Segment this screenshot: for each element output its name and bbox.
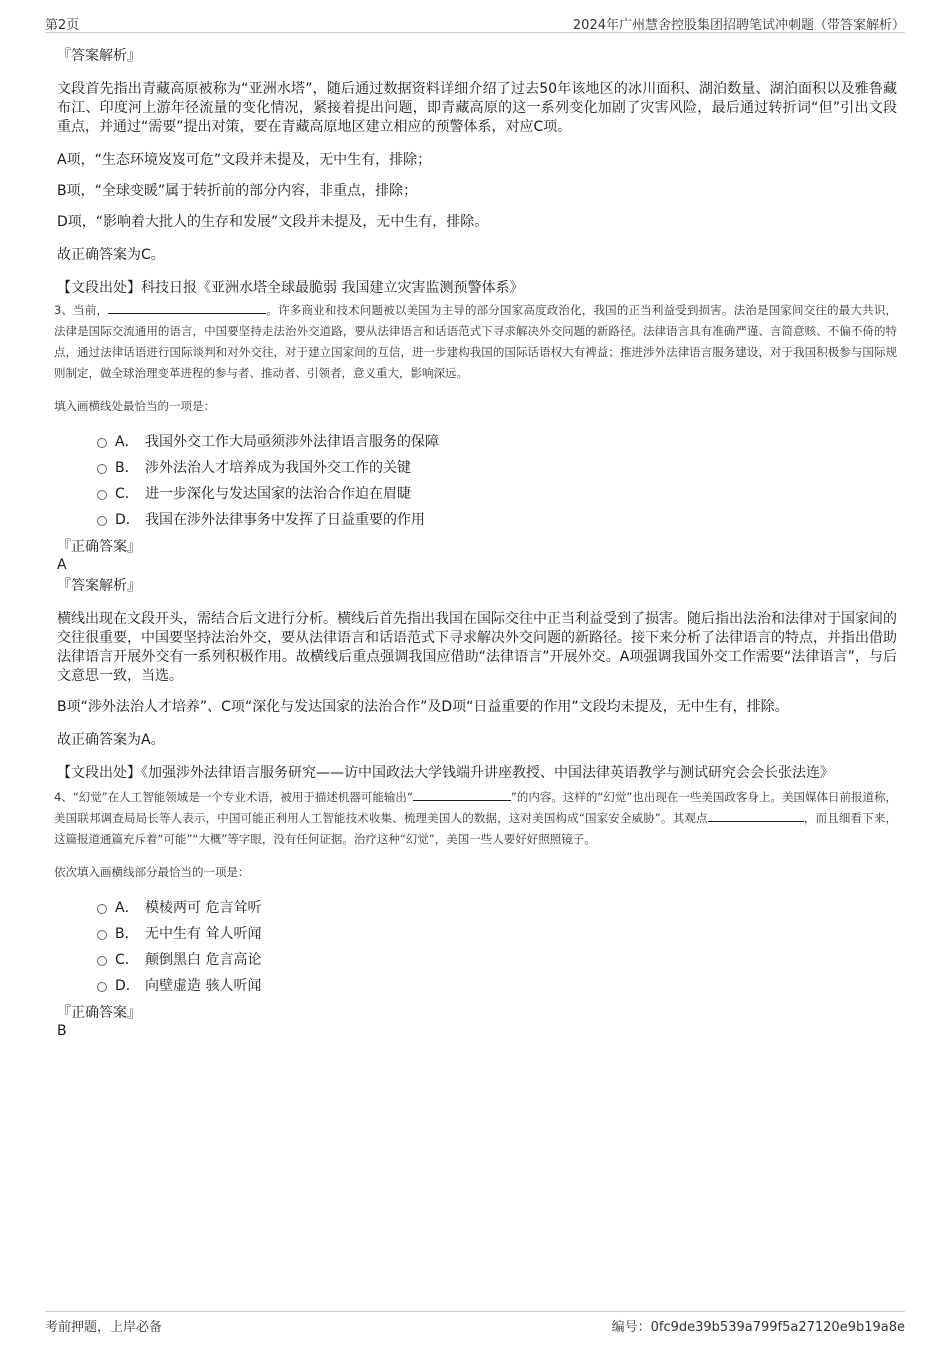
radio-icon[interactable] [97,464,107,474]
q4-option-d[interactable]: D． 向壁虚造 骇人听闻 [57,973,897,999]
q3-stem [54,300,897,384]
q3-option-c[interactable]: C． 进一步深化与发达国家的法治合作迫在眉睫 [57,481,897,507]
q4-option-c[interactable]: C． 颠倒黑白 危言高论 [57,947,897,973]
q3-correct-answer: A [57,557,67,573]
radio-icon[interactable] [97,982,107,992]
page-header [45,12,905,33]
q4-blank-2 [708,809,804,822]
q2-source: 【文段出处】科技日报《亚洲水塔全球最脆弱 我国建立灾害监测预警体系》 [57,280,524,296]
footer-slogan: 考前押题，上岸必备 [45,1320,163,1335]
document-code: 编号：0fc9de39b539a799f5a27120e9b19a8e [611,1320,905,1335]
q4-prompt: 依次填入画横线部分最恰当的一项是： [54,865,250,879]
q3-analysis-text: 横线出现在文段开头，需结合后文进行分析。横线后首先指出我国在国际交往中正当利益受到了损害。随后指出法治和法律对于国家间的交往很重要，中国要坚持法治外交，要从法律语言和话语范式下寻求解决外交问题的新路径。接下来分析了法律语言的特点，并指出借助法律语言开展外交有一系列积极作用。故横线后重点强调我国应借助“法律语言”开展外交。A项强调我国外交工作需要“法律语言”，与后文意思一致，当选。 [57,611,897,684]
q3-prompt: 填入画横线处最恰当的一项是： [54,399,215,413]
q3-source: 【文段出处】《加强涉外法律语言服务研究——访中国政法大学钱端升讲座教授、中国法律英语教学与测试研究会会长张法连》 [57,765,834,781]
q4-option-b[interactable]: B． 无中生有 耸人听闻 [57,921,897,947]
q3-option-d[interactable]: D． 我国在涉外法律事务中发挥了日益重要的作用 [57,507,897,533]
q3-option-a[interactable]: A． 我国外交工作大局亟须涉外法律语言服务的保障 [57,429,897,455]
main-content [54,46,898,1040]
q4-correct-answer: B [57,1023,67,1039]
document-title: 2024年广州慧舍控股集团招聘笔试冲刺题（带答案解析） [572,18,905,33]
q2-conclusion: 故正确答案为C。 [57,247,165,263]
q3-correct-label: 『正确答案』 [57,539,141,555]
radio-icon[interactable] [97,490,107,500]
q4-option-a[interactable]: A． 模棱两可 危言耸听 [57,895,897,921]
q3-conclusion: 故正确答案为A。 [57,732,165,748]
radio-icon[interactable] [97,904,107,914]
q3-item-bcd: B项“涉外法治人才培养”、C项“深化与发达国家的法治合作”及D项“日益重要的作用”文段均未提及，无中生有，排除。 [57,699,789,715]
q2-analysis-label: 『答案解析』 [57,48,141,64]
q2-item-a: A项，“生态环境岌岌可危”文段并未提及，无中生有，排除； [57,152,432,168]
radio-icon[interactable] [97,516,107,526]
q2-analysis-text: 文段首先指出青藏高原被称为“亚洲水塔”，随后通过数据资料详细介绍了过去50年该地区的冰川面积、湖泊数量、湖泊面积以及雅鲁藏布江、印度河上游年径流量的变化情况，紧接着提出问题，即青藏高原的这一系列变化加剧了灾害风险，最后通过转折词“但”引出文段重点，并通过“需要”提出对策，要在青藏高原地区建立相应的预警体系，对应C项。 [57,81,897,135]
q3-blank [108,301,266,314]
q3-stem-text: 。许多商业和技术问题被以美国为主导的部分国家高度政治化，我国的正当利益受到损害。法治是国家间交往的最大共识，法律是国际交流通用的语言，中国要坚持走法治外交道路，要从法律语言和话语范式下寻求解决外交问题的新路径。法律语言具有准确严谨、言简意赅、不偏不倚的特点，通过法律话语进行国际谈判和对外交往，对于建立国家间的互信，进一步建构我国的国际话语权大有裨益；推进涉外法律语言服务建设，对于我国积极参与国际规则制定，做全球治理变革进程的参与者、推动者、引领者，意义重大，影响深远。 [54,303,897,380]
radio-icon[interactable] [97,956,107,966]
q3-analysis-label: 『答案解析』 [57,578,141,594]
page-number: 第2页 [45,18,80,33]
page-footer [45,1311,905,1334]
radio-icon[interactable] [97,438,107,448]
radio-icon[interactable] [97,930,107,940]
q4-stem: 4、“幻觉”在人工智能领域是一个专业术语，被用于描述机器可能输出“ ”的内容。这样的“幻觉”也出现在一些美国政客身上。美国媒体日前报道称，美国联邦调查局局长等人表示，中国可能正利用人工智能技术收集、梳理美国人的数据，这对美国构成“国家安全威胁”。其观点 ，而且细看下来，这篇报道通篇充斥着“可能”“大概”等字眼，没有任何证据。治疗这种“幻觉”，美国一些人要好好照照镜子。 [54,790,898,846]
q3-options [57,429,897,533]
q4-correct-label: 『正确答案』 [57,1005,141,1021]
q4-options [57,895,897,999]
q3-option-b[interactable]: B． 涉外法治人才培养成为我国外交工作的关键 [57,455,897,481]
q3-number: 3、当前， [54,303,109,317]
q2-item-b: B项，“全球变暖”属于转折前的部分内容，非重点，排除； [57,183,418,199]
q2-item-d: D项，“影响着大批人的生存和发展”文段并未提及，无中生有，排除。 [57,214,489,230]
q4-blank-1 [413,788,511,801]
